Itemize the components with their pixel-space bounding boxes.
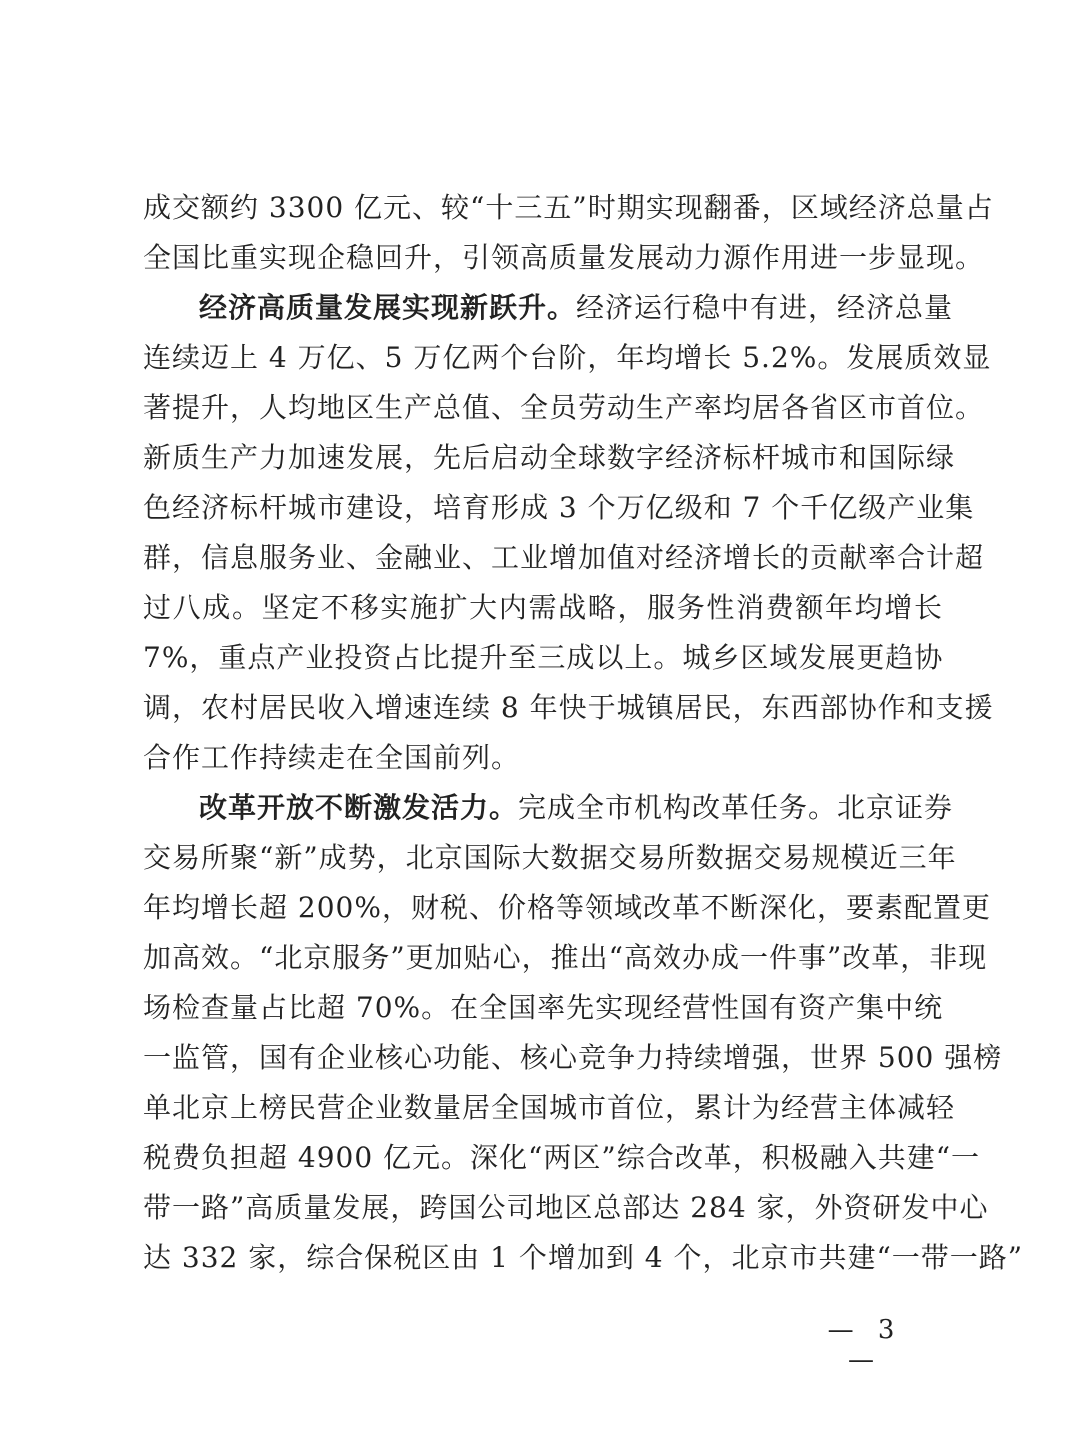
text-line: 单北京上榜民营企业数量居全国城市首位，累计为经营主体减轻 <box>143 1091 956 1124</box>
text-line: 年均增长超 200%，财税、价格等领域改革不断深化，要素配置更 <box>143 891 991 924</box>
text-line: 成交额约 3300 亿元、较“十三五”时期实现翻番，区域经济总量占 <box>143 191 994 224</box>
text-body <box>143 183 1024 1283</box>
text-line: 税费负担超 4900 亿元。深化“两区”综合改革，积极融入共建“一 <box>143 1141 981 1174</box>
text-line: 场检查量占比超 70%。在全国率先实现经营性国有资产集中统 <box>143 991 944 1024</box>
text-line: 著提升，人均地区生产总值、全员劳动生产率均居各省区市首位。 <box>143 391 985 424</box>
paragraph-heading: 改革开放不断激发活力。 <box>199 791 519 824</box>
text-run: 完成全市机构改革任务。北京证券 <box>518 791 954 824</box>
text-line: 加高效。“北京服务”更加贴心，推出“高效办成一件事”改革，非现 <box>143 941 988 974</box>
text-line: 达 332 家，综合保税区由 1 个增加到 4 个，北京市共建“一带一路” <box>143 1241 1024 1274</box>
text-line: 色经济标杆城市建设，培育形成 3 个万亿级和 7 个千亿级产业集 <box>143 491 975 524</box>
text-line: 7%，重点产业投资占比提升至三成以上。城乡区域发展更趋协 <box>143 641 944 674</box>
text-line: 一监管，国有企业核心功能、核心竞争力持续增强，世界 500 强榜 <box>143 1041 1003 1074</box>
paragraph-start <box>143 283 954 333</box>
text-line: 连续迈上 4 万亿、5 万亿两个台阶，年均增长 5.2%。发展质效显 <box>143 341 992 374</box>
paragraph-heading: 经济高质量发展实现新跃升。 <box>199 291 577 324</box>
paragraph-start <box>143 783 954 833</box>
text-line: 新质生产力加速发展，先后启动全球数字经济标杆城市和国际绿 <box>143 441 956 474</box>
text-line: 交易所聚“新”成势，北京国际大数据交易所数据交易规模近三年 <box>143 841 957 874</box>
text-line: 过八成。坚定不移实施扩大内需战略，服务性消费额年均增长 <box>143 591 943 624</box>
text-run: 经济运行稳中有进，经济总量 <box>576 291 954 324</box>
text-line: 带一路”高质量发展，跨国公司地区总部达 284 家，外资研发中心 <box>143 1191 989 1224</box>
text-line: 全国比重实现企稳回升，引领高质量发展动力源作用进一步显现。 <box>143 241 985 274</box>
text-line: 调，农村居民收入增速连续 8 年快于城镇居民，东西部协作和支援 <box>143 691 994 724</box>
page-number: — 3 — <box>827 1315 903 1375</box>
text-line: 群，信息服务业、金融业、工业增加值对经济增长的贡献率合计超 <box>143 541 985 574</box>
text-line: 合作工作持续走在全国前列。 <box>143 741 521 774</box>
